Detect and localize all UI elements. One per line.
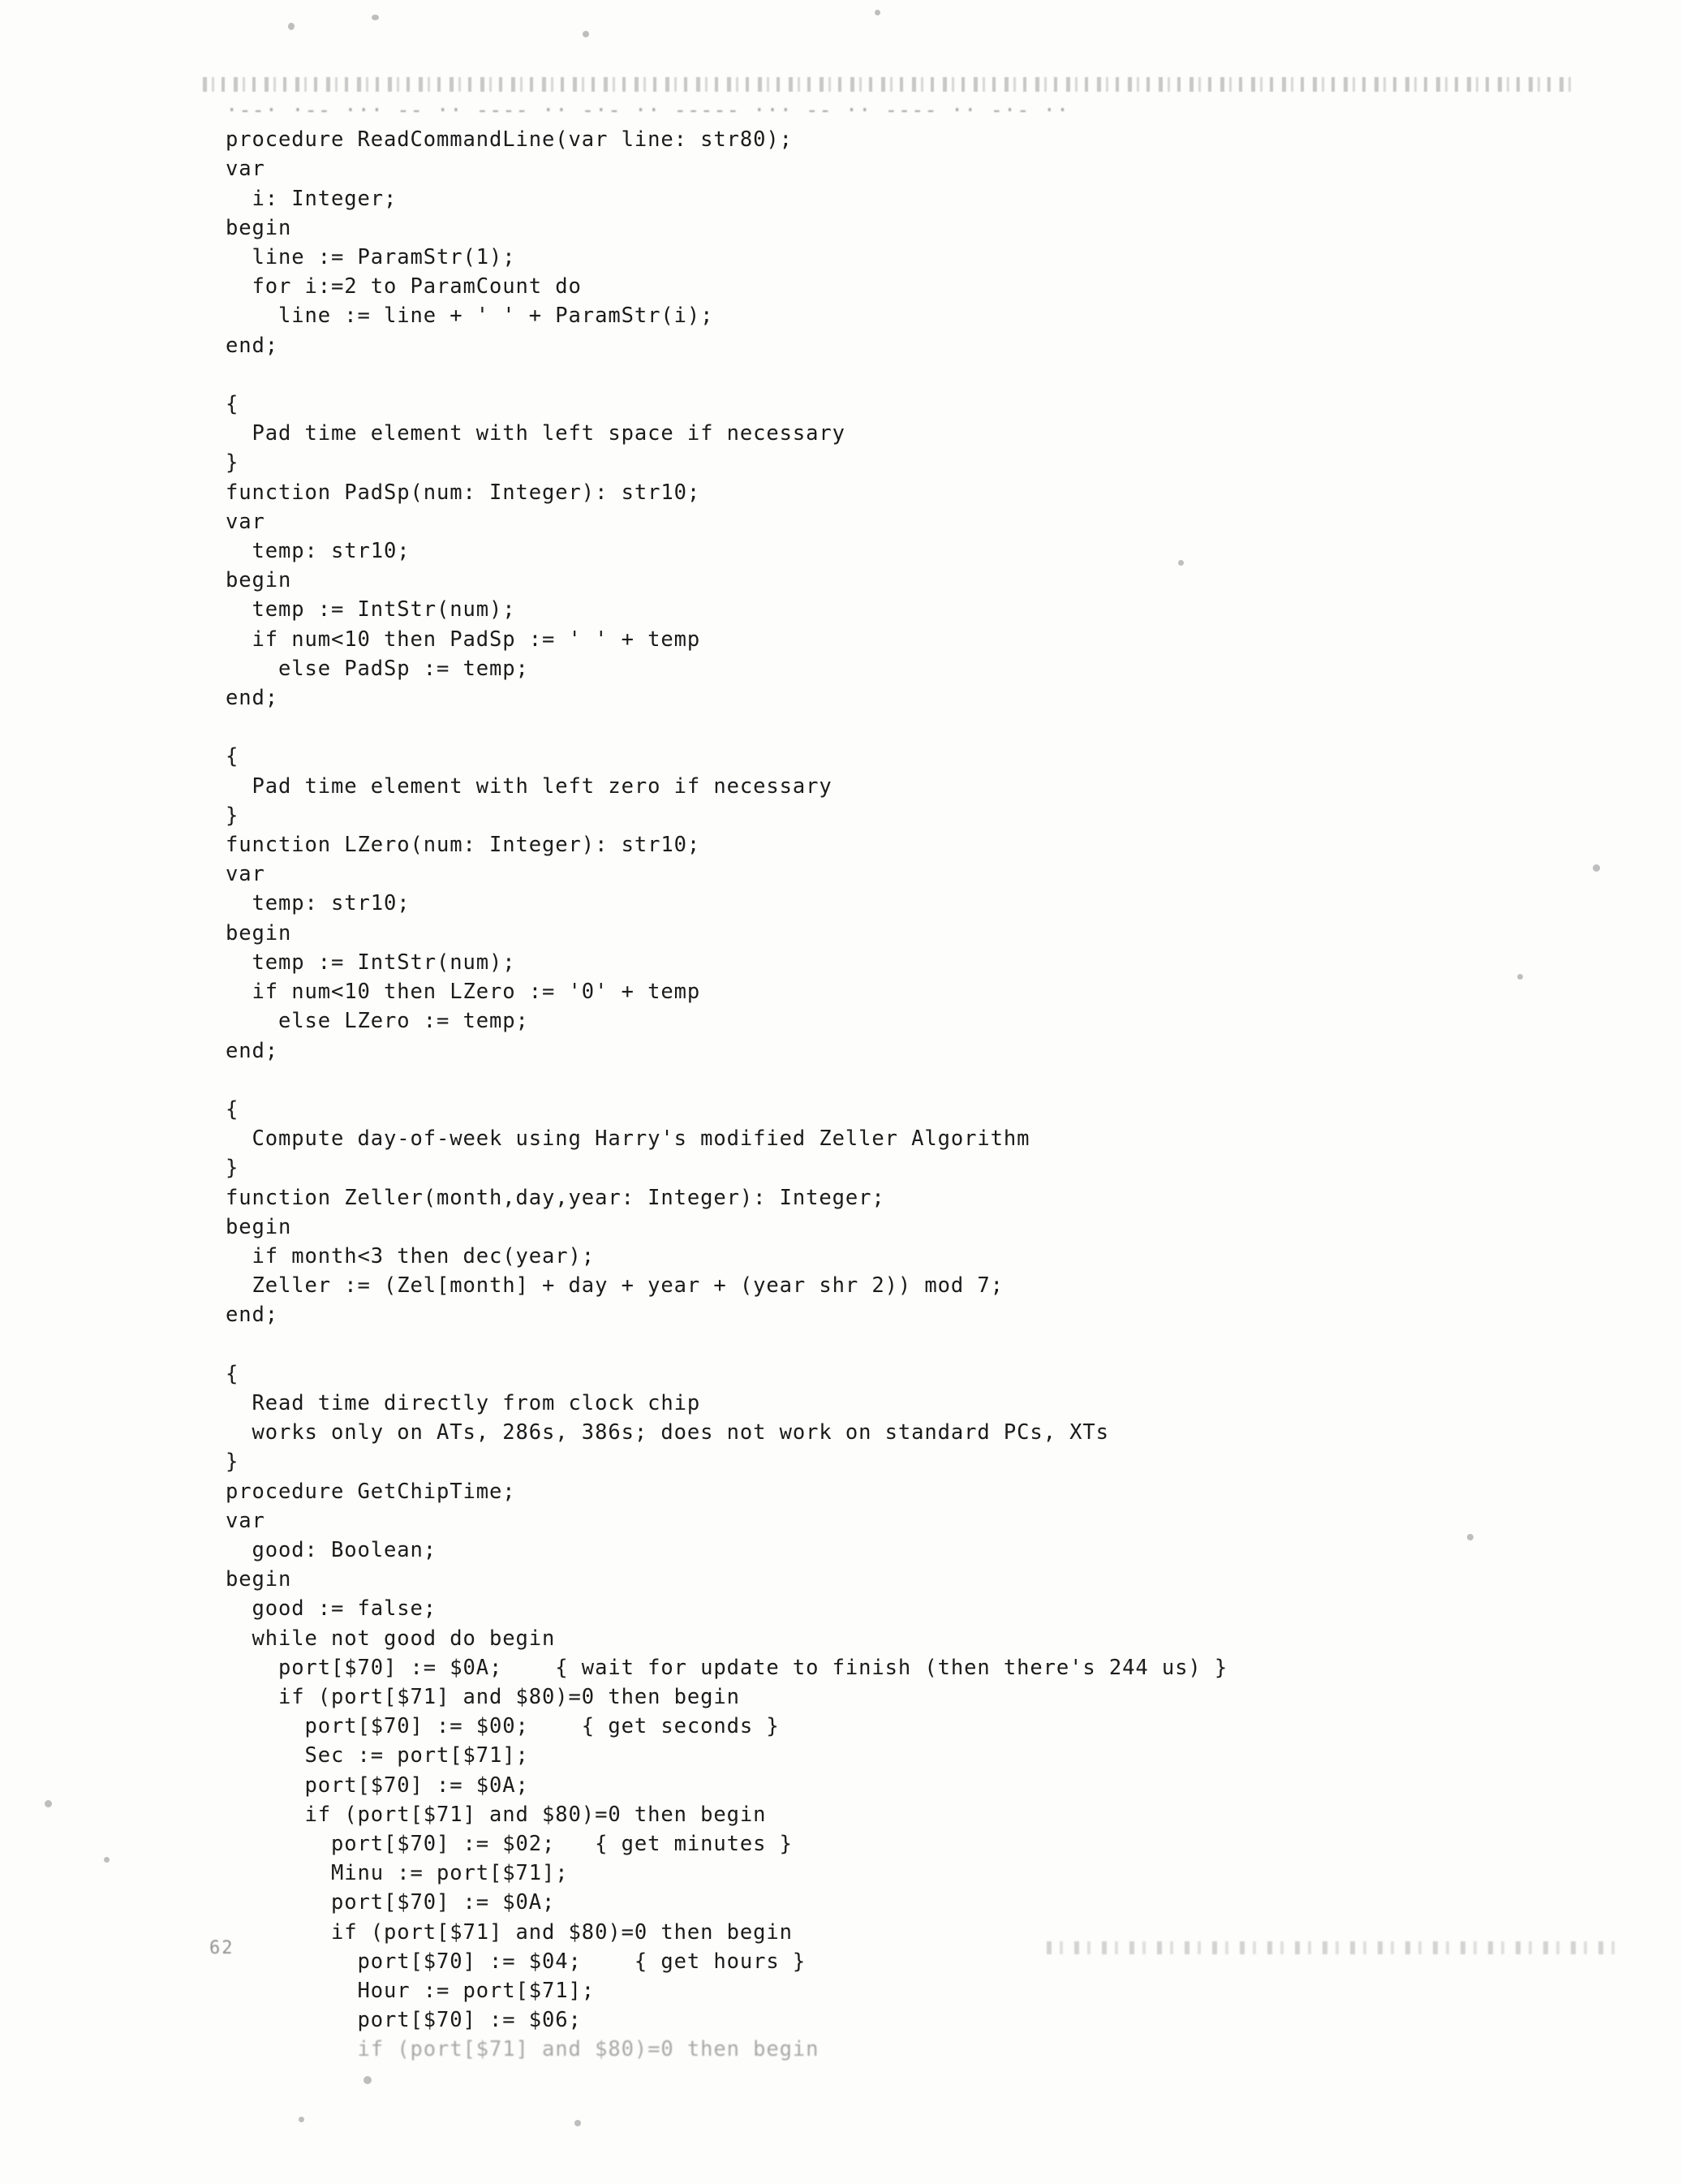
- code-line: function PadSp(num: Integer): str10;: [226, 480, 701, 505]
- speck: [875, 10, 880, 15]
- speck: [364, 2076, 372, 2084]
- code-line: }: [226, 803, 239, 828]
- code-line: Minu := port[$71];: [226, 1861, 569, 1886]
- code-line: procedure ReadCommandLine(var line: str80);: [226, 127, 793, 153]
- code-line: port[$70] := $00; { get seconds }: [226, 1714, 780, 1739]
- code-line: line := line + ' ' + ParamStr(i);: [226, 304, 714, 329]
- code-line: Compute day-of-week using Harry's modified Zeller Algorithm: [226, 1126, 1030, 1152]
- code-line: var: [226, 509, 265, 534]
- code-line: var: [226, 1508, 265, 1533]
- source-code-listing: [226, 96, 1589, 2065]
- code-line: port[$70] := $0A;: [226, 1890, 556, 1915]
- code-line: begin: [226, 1567, 292, 1592]
- code-line: end;: [226, 1038, 279, 1063]
- code-line: temp := IntStr(num);: [226, 950, 516, 975]
- code-line: works only on ATs, 286s, 386s; does not work on standard PCs, XTs: [226, 1420, 1109, 1445]
- code-line: end;: [226, 1303, 279, 1328]
- code-line: var: [226, 157, 265, 182]
- code-line: Hour := port[$71];: [226, 1979, 596, 2003]
- code-line: temp := IntStr(num);: [226, 597, 516, 622]
- code-line-partial-top: ·--· ·-- ··· -- ·· ---- ·· -·- ·· ----- ··· -- ·· ---- ·· -·- ··: [226, 98, 1070, 123]
- code-line: begin: [226, 568, 292, 593]
- code-line: var: [226, 862, 265, 887]
- code-line: if num<10 then LZero := '0' + temp: [226, 980, 701, 1005]
- code-line: if (port[$71] and $80)=0 then begin: [226, 1802, 767, 1827]
- code-line: Sec := port[$71];: [226, 1743, 529, 1768]
- code-line: [226, 1330, 1589, 1359]
- code-line: if num<10 then PadSp := ' ' + temp: [226, 627, 701, 652]
- code-line: [226, 713, 1589, 742]
- code-line: {: [226, 744, 239, 769]
- code-line: }: [226, 450, 239, 476]
- speck: [288, 23, 295, 30]
- speck: [372, 15, 379, 20]
- code-line: begin: [226, 920, 292, 946]
- code-line: procedure GetChipTime;: [226, 1479, 516, 1504]
- code-line: i: Integer;: [226, 186, 398, 211]
- code-line: begin: [226, 215, 292, 240]
- code-line: if (port[$71] and $80)=0 then begin: [226, 1684, 740, 1709]
- code-line: port[$70] := $0A; { wait for update to finish (then there's 244 us) }: [226, 1655, 1228, 1680]
- code-line: {: [226, 1096, 239, 1122]
- code-line: function LZero(num: Integer): str10;: [226, 833, 701, 858]
- code-line: good := false;: [226, 1596, 437, 1622]
- speck: [299, 2117, 304, 2122]
- code-line: else PadSp := temp;: [226, 656, 529, 681]
- code-line: Pad time element with left zero if necessary: [226, 773, 832, 799]
- code-line: while not good do begin: [226, 1626, 556, 1651]
- code-line: port[$70] := $06;: [226, 2008, 582, 2033]
- code-line: if month<3 then dec(year);: [226, 1243, 596, 1269]
- code-line: Zeller := (Zel[month] + day + year + (year shr 2)) mod 7;: [226, 1273, 1004, 1299]
- code-line: Pad time element with left space if necessary: [226, 421, 845, 446]
- code-line: else LZero := temp;: [226, 1009, 529, 1034]
- code-line: begin: [226, 1214, 292, 1239]
- bottom-scan-artifact: [1047, 1941, 1615, 1954]
- code-line: {: [226, 1361, 239, 1386]
- code-line: port[$70] := $04; { get hours }: [226, 1949, 807, 1974]
- code-line: Read time directly from clock chip: [226, 1390, 701, 1415]
- code-line: [226, 360, 1589, 390]
- code-line: end;: [226, 333, 279, 358]
- page-number: 62: [209, 1938, 234, 1958]
- code-line: temp: str10;: [226, 891, 411, 916]
- code-line: good: Boolean;: [226, 1537, 437, 1562]
- code-line: if (port[$71] and $80)=0 then begin: [226, 1919, 793, 1945]
- speck: [1593, 864, 1600, 872]
- code-line: }: [226, 1156, 239, 1181]
- code-line-partial-bottom: if (port[$71] and $80)=0 then begin: [226, 2037, 819, 2062]
- top-scan-artifact: [203, 77, 1574, 92]
- code-line: port[$70] := $02; { get minutes }: [226, 1831, 793, 1856]
- code-line: [226, 1066, 1589, 1095]
- code-line: line := ParamStr(1);: [226, 245, 516, 270]
- speck: [583, 31, 589, 37]
- code-line: function Zeller(month,day,year: Integer): Integer;: [226, 1185, 885, 1210]
- speck: [574, 2120, 581, 2126]
- code-line: }: [226, 1450, 239, 1475]
- code-line: port[$70] := $0A;: [226, 1773, 529, 1798]
- speck: [45, 1800, 52, 1807]
- code-line: temp: str10;: [226, 539, 411, 564]
- speck: [104, 1857, 110, 1863]
- code-line: {: [226, 392, 239, 417]
- code-line: end;: [226, 686, 279, 711]
- code-line: for i:=2 to ParamCount do: [226, 274, 582, 299]
